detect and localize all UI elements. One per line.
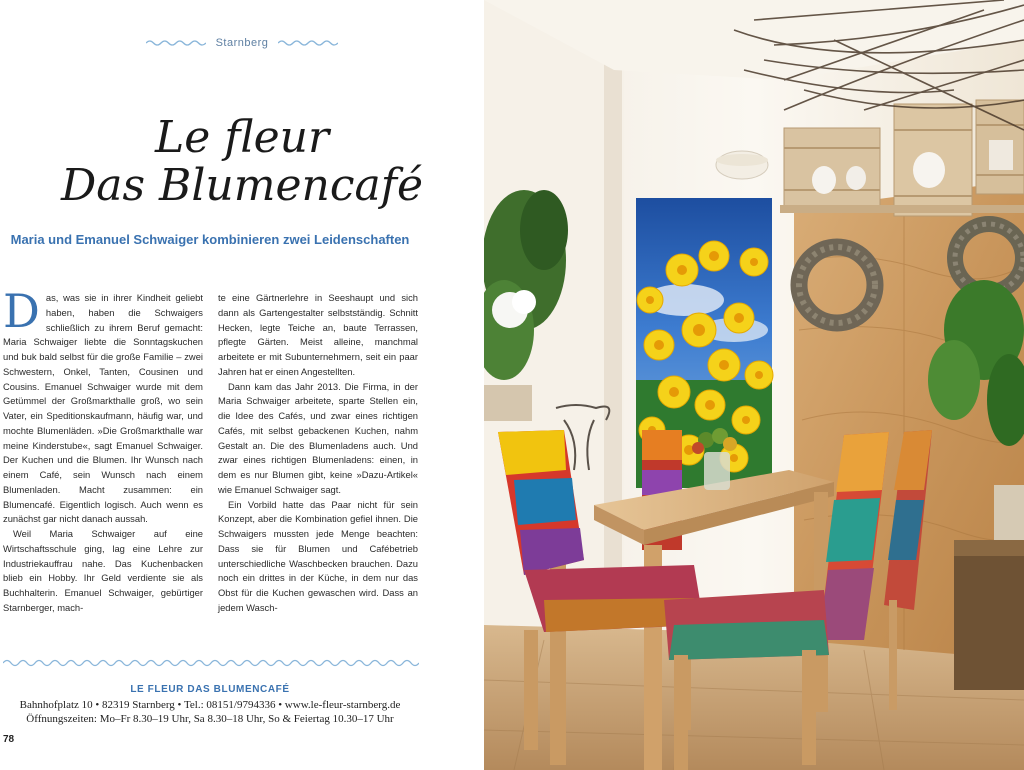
- title-line-1: Le fleur: [154, 112, 329, 163]
- leather-stool: [954, 540, 1024, 690]
- footer-wave-divider: [3, 657, 419, 669]
- article-paragraph: te eine Gärtnerlehre in Seeshaupt und sich dann als Gartengestalter selbstständig. Schnitt Hecken, legte Teiche an, baute Terrassen, pflegte Gärten. Meist alleine, manchmal arbeitete er mit Subunternehmern, seit ein paar Jahren hat er einen Angestellten.: [218, 292, 418, 377]
- section-label: [0, 37, 484, 49]
- article-paragraph: Ein Vorbild hatte das Paar nicht für sein Konzept, aber die Kombination gefiel ihnen. Die Schwaigers mussten jede Menge beachten: Dass sie für Blumen und Cafébetrieb unterschiedliche Waschbecken brauchen. Dazu noch ein drittes in der Küche, in dem nur das Obst für die Kuchen gewaschen wird. Dass an jedem Wasch-: [218, 498, 418, 613]
- subtitle: Maria und Emanuel Schwaiger kombinieren zwei Leidenschaften: [10, 232, 410, 247]
- article-paragraph: Dann kam das Jahr 2013. Die Firma, in der Maria Schwaiger arbeitete, sparte Stellen ein, die Idee des Cafés, und zwar eines richtigen Cafés, mit selbst gebackenen Kuchen, nahm Gestalt an. Die des Blumenladens auch. Und zwar eines richtigen Blumenladens: einen, in dem es nur Blumen gibt, keine »Dazu-Artikel« wie Emanuel Schwaiger sagt.: [218, 380, 418, 495]
- section-name: Starnberg: [215, 37, 269, 49]
- title-line-2: Das Blumencafé: [60, 160, 424, 211]
- cafe-interior-photo: [484, 0, 1024, 770]
- venue-name: LE FLEUR DAS BLUMENCAFÉ: [130, 684, 290, 695]
- article-column-1: [3, 284, 203, 616]
- drop-cap: D: [3, 284, 40, 338]
- paragraph-text: as, was sie in ihrer Kindheit geliebt haben, haben die Schwaigers schließlich zu ihrem Beruf gemacht: Maria Schwaiger liebte die Sonntagskuchen und buk bald selbst für die große Familie – zwei Schwestern, Onkel, Tanten, Cousinen und Cousins. Emanuel Schwaiger wurde mit dem Getümmel der Großmarkthalle groß, wo sein Vater, ein Speditionskaufmann, häufig war, und mochte Blumenläden. »Die Großmarkthalle war meine Kinderstube«, sagt Emanuel Schwaiger. Der Kuchen und die Blumen. Ihr Wunsch nach einem Café, sein Wunsch nach einem Blumenladen. Macht zusammen: ein Blumencafé. Eigentlich logisch. Auch wenn es zunächst gar nicht danach aussah.: [3, 292, 203, 525]
- article-paragraph: [3, 284, 203, 527]
- wave-ornament-right: [278, 39, 338, 47]
- page-number: 78: [3, 734, 15, 745]
- wave-ornament-left: [146, 39, 206, 47]
- article-column-2: [218, 291, 418, 616]
- opening-hours: Öffnungszeiten: Mo–Fr 8.30–19 Uhr, Sa 8.30–18 Uhr, So & Feiertag 10.30–17 Uhr: [26, 713, 394, 725]
- article-paragraph: Weil Maria Schwaiger auf eine Wirtschaftsschule ging, lag eine Lehre zur Industriekauffrau nahe. Das Kuchenbacken blieb ein Hobby. Ihr Geld verdiente sie als Buchhalterin. Emanuel Schwaiger, gebürtiger Starnberger, mach-: [3, 528, 203, 613]
- left-page: [0, 0, 484, 770]
- venue-address: Bahnhofplatz 10 • 82319 Starnberg • Tel.: 08151/9794336 • www.le-fleur-starnberg.de: [19, 699, 401, 711]
